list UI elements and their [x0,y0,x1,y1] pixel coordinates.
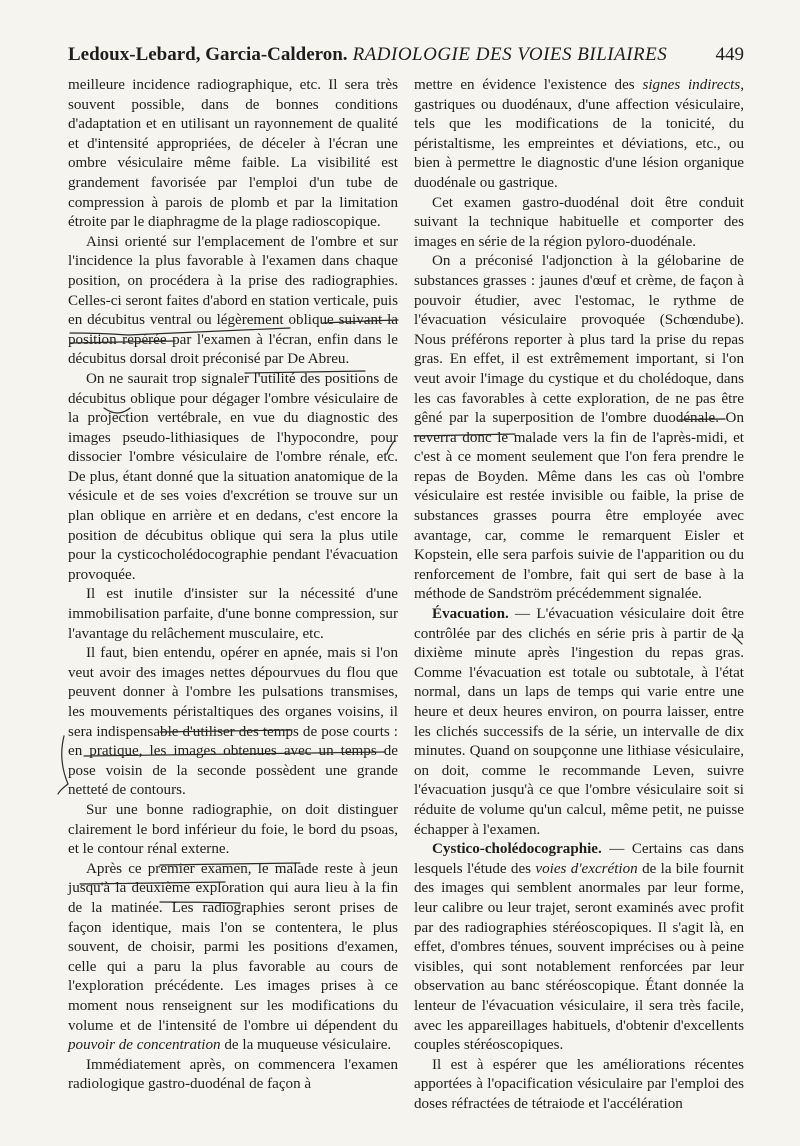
paragraph: Il est inutile d'insister sur la nécessité d'une immobilisation parfaite, d'une bonne compression, sur l'avantage du relâchement musculaire, etc. [68,586,398,642]
paragraph: On a préconisé l'adjonction à la gélobarine de substances grasses : jaunes d'œuf et crème, de façon à pouvoir étudier, avec l'estomac, le rythme de l'évacuation vésiculaire provoquée (Schœndube). Nous préférons reporter à plus tard la prise du repas gras. En effet, il est extrêmement important, si l'on veut avoir l'image du cystique et du cholédoque, dans les cas favorables à cette exploration, de ne pas être gêné par la superposition de l'ombre duodénale. On reverra donc le malade vers la fin de l'après-midi, et c'est à ce moment seulement que l'on fera prendre le repas de Boyden. Même dans les cas où l'ombre vésiculaire est restée invisible ou faible, la prise de substances grasses pourra être employée avec avantage, car, comme le remarquent Eisler et Kopstein, elle sera parfois suivie de l'apparition ou du renforcement de l'ombre, fait qui sert de base à la méthode de Sandström précédemment signalée. [414,253,744,603]
paragraph: Cet examen gastro-duodénal doit être conduit suivant la technique habituelle et comporter des images en série de la région pyloro-duodénale. [414,194,744,250]
header-authors: Ledoux-Lebard, Garcia-Calderon. [68,44,348,65]
paragraph: meilleure incidence radiographique, etc. Il sera très souvent possible, dans de bonnes conditions d'adaptation et en utilisant un rayonnement de qualité et d'intensité appropriées, de déceler à l'écran une ombre vésiculaire même faible. La visibilité est grandement favorisée par l'emploi d'un tube de compression à parois de plomb et par la limitation étroite par le diaphragme de la plage radioscopique. [68,77,398,231]
header-title: RADIOLOGIE DES VOIES BILIAIRES [352,44,668,65]
paragraph: Il faut, bien entendu, opérer en apnée, mais si l'on veut avoir des images nettes dépourvues du flou que peuvent donner à l'ombre les pulsations transmises, les mouvements péristaltiques des organes voisins, il sera indispensable d'utiliser des temps de pose courts : en pratique, les images obtenues avec un temps de pose voisin de la seconde possèdent une grande netteté de contours. [68,645,398,799]
paragraph-text: — L'évacuation vésiculaire doit être contrôlée par des clichés en série pris à partir de la dixième minute après l'ingestion du repas gras. Comme l'évacuation est totale ou subtotale, à l'état normal, dans un laps de temps qui varie entre une heure et deux heures environ, on pourra laisser, entre les clichés successifs de la série, un intervalle de dix minutes. Quand on soupçonne une lithiase vésiculaire, on doit, comme le recommande Leven, suivre l'évacuation jusqu'à ce que l'ombre vésiculaire soit si réduite de volume qu'un calcul, même petit, ne puisse échapper à l'examen. [414,606,744,838]
emphasis: voies d'excrétion [535,860,638,877]
paragraph-text: de la bile fournit des images qui semblent anormales par leur forme, leur calibre ou leur trajet, seront examinés avec profit par des radiographies stéréoscopiques. Il s'agit là, en effet, d'ombres ténues, souvent imprécises ou à peine visibles, qui sont notablement renforcées par leur observation au banc stéréoscopique. Étant donnée la lenteur de l'évacuation vésiculaire, il sera très facile, avec les appareillages habituels, d'obtenir d'excellents couples stéréoscopiques. [414,860,744,1054]
section-heading-cystico: Cystico-cholédocographie. [432,841,602,858]
emphasis: signes indirects, [642,77,744,93]
paragraph: Ainsi orienté sur l'emplacement de l'ombre et sur l'incidence la plus favorable à l'examen dans chaque position, on procédera à la prise des radiographies. Celles-ci seront faites d'abord en station verticale, puis en décubitus ventral ou légèrement oblique suivant la position repérée par l'examen à l'écran, enfin dans le décubitus dorsal droit préconisé par De Abreu. [68,233,398,368]
paragraph: Sur une bonne radiographie, on doit distinguer clairement le bord inférieur du foie, le bord du psoas, et le contour rénal externe. [68,801,398,858]
paragraph: Il est à espérer que les améliorations récentes apportées à l'opacification vésiculaire par l'emploi des doses réfractées de tétraiode et l'accélération [414,1056,744,1112]
paragraph: On ne saurait trop signaler l'utilité des positions de décubitus oblique pour dégager l'ombre vésiculaire de la projection vertébrale, en vue du diagnostic des images pseudo-lithiasiques de l'hypocondre, pour dissocier l'ombre vésiculaire de l'ombre rénale, etc. De plus, étant donné que la situation anatomique de la vésicule et de ses voies d'excrétion se trouve sur un plan oblique en arrière et en dedans, c'est encore la position de décubitus oblique qui sera la plus utile pour la cysticocholédocographie pendant l'évacuation provoquée. [68,370,398,583]
paragraph-text: de la muqueuse vésiculaire. [224,1037,392,1054]
paragraph: Immédiatement après, on commencera l'examen radiologique gastro-duodénal de façon à [68,1056,398,1093]
running-header [68,40,744,70]
page-number: 449 [715,44,744,65]
right-column [414,76,744,1114]
paragraph-text: gastriques ou duodénaux, d'une affection vésiculaire, tels que les modifications de la tonicité, du péristaltisme, les empreintes et déviations, etc., ou bien à permettre le diagnostic d'une lésion organique duodénale ou gastrique. [414,96,744,191]
paragraph-text: — Certains cas dans lesquels l'étude des [414,841,744,877]
paragraph [414,840,744,1056]
paragraph [68,860,398,1056]
emphasis: pouvoir de concentration [68,1037,221,1054]
pen-underline [58,736,68,794]
left-column [68,76,398,1095]
paragraph-text: mettre en évidence l'existence des [414,77,635,93]
paragraph [414,76,744,194]
paragraph [414,605,744,840]
section-heading-evacuation: Évacuation. [432,606,509,623]
paragraph-text: Après ce premier examen, le malade reste à jeun jusqu'à la deuxième exploration qui aura lieu à la fin de la matinée. Les radiographies seront prises de façon identique, mais l'on se contentera, le plus souvent, de choisir, parmi les positions d'examen, celle qui a paru la plus favorable au cours de l'exploration précédente. Les images prises à ce moment nous renseignent sur les modifications du volume et de l'intensité de l'ombre ui dépendent du [68,860,398,1034]
